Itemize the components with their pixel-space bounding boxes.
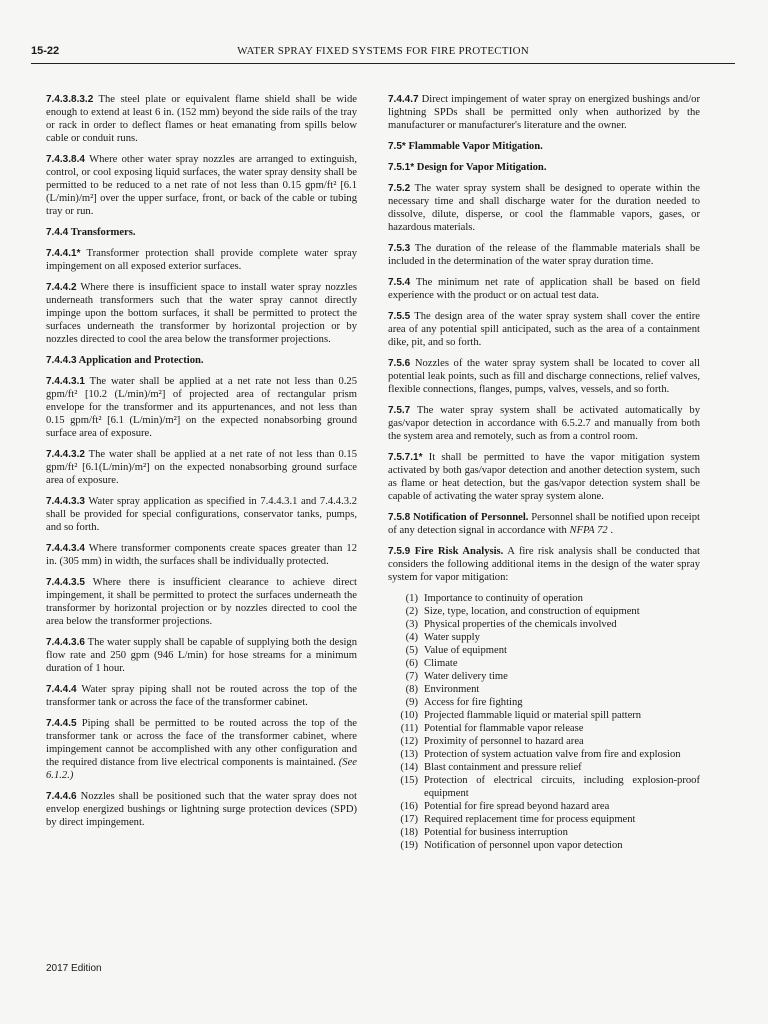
cross-reference: NFPA 72 xyxy=(569,525,608,536)
section-number: 7.5.4 xyxy=(388,277,411,288)
list-item-text: Notification of personnel upon vapor detection xyxy=(424,840,623,851)
right-column xyxy=(388,93,700,852)
paragraph-7-4-4-3-4 xyxy=(46,542,357,568)
list-item-number: (9) xyxy=(405,697,418,708)
section-text: Piping shall be permitted to be routed across the top of the transformer tank or across the face of the transformer cabinet, where impingement cannot be accomplished with any other configuration and the required distance from live electrical components is maintained. xyxy=(46,718,357,768)
paragraph-7-4-4-3 xyxy=(46,354,357,367)
list-item xyxy=(388,735,700,748)
paragraph-7-5-1- xyxy=(388,161,700,174)
section-title: Design for Vapor Mitigation. xyxy=(414,162,547,173)
paragraph-7-4-4-4 xyxy=(46,683,357,709)
list-item-text: Potential for flammable vapor release xyxy=(424,723,584,734)
list-item xyxy=(388,683,700,696)
section-title: Transformers. xyxy=(68,227,136,238)
paragraph-7-4-4-3-3 xyxy=(46,495,357,534)
section-number: 7.4.4.1* xyxy=(46,248,81,259)
running-title: WATER SPRAY FIXED SYSTEMS FOR FIRE PROTECTION xyxy=(237,45,529,57)
section-text: Personnel shall be notified upon receipt of any detection signal in accordance with xyxy=(388,512,700,536)
section-number: 7.5.7 xyxy=(388,405,411,416)
list-item xyxy=(388,618,700,631)
section-text: The duration of the release of the flammable materials shall be included in the determination of the water spray duration time. xyxy=(388,243,700,267)
paragraph-7-4-4-3-6 xyxy=(46,636,357,675)
list-item-number: (14) xyxy=(400,762,418,773)
list-item-number: (2) xyxy=(405,606,418,617)
paragraph-7-4-4-6 xyxy=(46,790,357,829)
paragraph-7-5-7 xyxy=(388,404,700,443)
section-number: 7.4.4.3.6 xyxy=(46,637,85,648)
list-item-text: Value of equipment xyxy=(424,645,507,656)
list-item-text: Size, type, location, and construction of equipment xyxy=(424,606,640,617)
list-item xyxy=(388,670,700,683)
edition-footer: 2017 Edition xyxy=(46,963,102,974)
paragraph-7-4-3-8-3-2 xyxy=(46,93,357,145)
list-item xyxy=(388,644,700,657)
paragraph-7-5-3 xyxy=(388,242,700,268)
list-item xyxy=(388,839,700,852)
section-text: The steel plate or equivalent flame shield shall be wide enough to extend at least 6 in. (152 mm) beyond the side rails of the tray or rack in order to deflect flames or heat emanating from spills below cable or conduit runs. xyxy=(46,94,357,144)
list-item xyxy=(388,631,700,644)
list-item xyxy=(388,813,700,826)
section-number: 7.4.4.3.2 xyxy=(46,449,85,460)
page-number: 15-22 xyxy=(31,45,60,57)
section-text: Where there is insufficient space to install water spray nozzles underneath transformers such that the water spray cannot directly impinge upon the bottom surfaces, it shall be permitted to protect the surfaces underneath the transformer by horizontal projection or by nozzles directed to cool the area below the transformer projections. xyxy=(46,282,357,345)
paragraph-7-5-7-1- xyxy=(388,451,700,503)
paragraph-7-5- xyxy=(388,140,700,153)
list-item-text: Projected flammable liquid or material spill pattern xyxy=(424,710,642,721)
section-number: 7.4.3.8.3.2 xyxy=(46,94,94,105)
paragraph-7-4-4-1- xyxy=(46,247,357,273)
section-text: The water spray system shall be designed to operate within the necessary time and shall discharge water for the duration needed to dissolve, dilute, disperse, or cool the flammable vapors, gases, or hazardous materials. xyxy=(388,183,700,233)
list-item-text: Environment xyxy=(424,684,480,695)
list-item-text: Protection of electrical circuits, including explosion-proof equipment xyxy=(424,775,700,799)
paragraph-7-5-9 xyxy=(388,545,700,584)
list-item-number: (15) xyxy=(400,775,418,786)
section-number: 7.5.3 xyxy=(388,243,411,254)
paragraph-7-4-4-3-5 xyxy=(46,576,357,628)
section-number: 7.4.4.5 xyxy=(46,718,77,729)
section-title: Notification of Personnel. xyxy=(410,512,529,523)
list-item-number: (18) xyxy=(400,827,418,838)
list-item-text: Water supply xyxy=(424,632,480,643)
section-text: Water spray piping shall not be routed across the top of the transformer tank or across the face of the transformer cabinet. xyxy=(46,684,357,708)
section-number: 7.5.2 xyxy=(388,183,411,194)
list-item xyxy=(388,722,700,735)
section-number: 7.4.3.8.4 xyxy=(46,154,85,165)
section-text: Where transformer components create spaces greater than 12 in. (305 mm) in width, the surfaces shall be individually protected. xyxy=(46,543,357,567)
paragraph-7-4-4-7 xyxy=(388,93,700,132)
section-number: 7.5.5 xyxy=(388,311,411,322)
list-item-text: Access for fire fighting xyxy=(424,697,523,708)
list-item-number: (4) xyxy=(405,632,418,643)
list-item-number: (6) xyxy=(405,658,418,669)
section-text: Where other water spray nozzles are arranged to extinguish, control, or cool exposing liquid surfaces, the water spray density shall be permitted to be reduced to a net rate of not less than 0.15 gpm/ft² [6.1 (L/min)/m²] over the upper surface, front, or back of the cable or tubing tray or run. xyxy=(46,154,357,217)
list-item-text: Climate xyxy=(424,658,458,669)
section-text: The water shall be applied at a net rate not less than 0.25 gpm/ft² [10.2 (L/min)/m²] of projected area of rectangular prism envelope for the transformer and its appurtenances, and not less than 0.15 gpm/ft² [6.1 (L/min)/m²] on the expected nonabsorbing ground surface area of exposure. xyxy=(46,376,357,439)
paragraph-7-5-6 xyxy=(388,357,700,396)
left-column xyxy=(46,93,357,837)
paragraph-7-5-4 xyxy=(388,276,700,302)
list-item xyxy=(388,761,700,774)
section-number: 7.4.4.3.4 xyxy=(46,543,85,554)
list-item xyxy=(388,774,700,800)
list-item xyxy=(388,826,700,839)
section-number: 7.4.4.3.5 xyxy=(46,577,85,588)
section-number: 7.5.1* xyxy=(388,162,415,173)
list-item-text: Physical properties of the chemicals involved xyxy=(424,619,617,630)
section-number: 7.4.4 xyxy=(46,227,69,238)
paragraph-7-4-3-8-4 xyxy=(46,153,357,218)
paragraph-7-4-4-2 xyxy=(46,281,357,346)
list-item xyxy=(388,696,700,709)
section-title: Application and Protection. xyxy=(76,355,204,366)
list-item-text: Required replacement time for process equipment xyxy=(424,814,636,825)
section-number: 7.5.7.1* xyxy=(388,452,423,463)
list-item-number: (3) xyxy=(405,619,418,630)
section-text: It shall be permitted to have the vapor mitigation system activated by both gas/vapor detection and another detection system, such as flame or heat detection, but the gas/vapor detection system shall be capable of activating the water spray system alone. xyxy=(388,452,700,502)
list-item xyxy=(388,800,700,813)
section-text: The design area of the water spray system shall cover the entire area of any potential spill anticipated, such as the area of a containment dike, pit, and so forth. xyxy=(388,311,700,348)
list-item-number: (8) xyxy=(405,684,418,695)
list-item xyxy=(388,748,700,761)
section-text: A fire risk analysis shall be conducted that considers the following additional items in the design of the water spray system for vapor mitigation: xyxy=(388,546,700,583)
section-text: Water spray application as specified in 7.4.4.3.1 and 7.4.4.3.2 shall be provided for special configurations, conservator tanks, pumps, and so forth. xyxy=(46,496,357,533)
list-item-number: (16) xyxy=(400,801,418,812)
section-number: 7.5.9 xyxy=(388,546,411,557)
list-item-text: Blast containment and pressure relief xyxy=(424,762,582,773)
paragraph-7-5-2 xyxy=(388,182,700,234)
list-item-number: (19) xyxy=(400,840,418,851)
list-item-number: (13) xyxy=(400,749,418,760)
list-item-text: Potential for business interruption xyxy=(424,827,568,838)
section-text: The water supply shall be capable of supplying both the design flow rate and 250 gpm (946 L/min) for hose streams for a minimum duration of 1 hour. xyxy=(46,637,357,674)
paragraph-7-4-4-3-2 xyxy=(46,448,357,487)
section-number: 7.4.4.4 xyxy=(46,684,77,695)
list-item xyxy=(388,592,700,605)
section-title: Flammable Vapor Mitigation. xyxy=(405,141,543,152)
section-number: 7.5.8 xyxy=(388,512,411,523)
list-item-number: (1) xyxy=(405,593,418,604)
section-text: Where there is insufficient clearance to achieve direct impingement, it shall be permitted to protect the surfaces underneath the transformer by horizontal projection or by nozzles directed to cool the area below the transformer projections. xyxy=(46,577,357,627)
paragraph-7-4-4 xyxy=(46,226,357,239)
list-item-number: (10) xyxy=(400,710,418,721)
section-text-tail: . xyxy=(607,525,613,536)
list-item-number: (5) xyxy=(405,645,418,656)
section-number: 7.4.4.3.1 xyxy=(46,376,85,387)
list-item-number: (12) xyxy=(400,736,418,747)
paragraph-7-4-4-5 xyxy=(46,717,357,782)
list-item-number: (17) xyxy=(400,814,418,825)
list-item xyxy=(388,657,700,670)
paragraph-7-4-4-3-1 xyxy=(46,375,357,440)
section-text: Nozzles shall be positioned such that the water spray does not envelop energized bushings or lightning surge protection devices (SPD) by direct impingement. xyxy=(46,791,357,828)
section-text: The minimum net rate of application shall be based on field experience with the product or on actual test data. xyxy=(388,277,700,301)
section-number: 7.4.4.6 xyxy=(46,791,77,802)
section-text: Transformer protection shall provide complete water spray impingement on all exposed exterior surfaces. xyxy=(46,248,357,272)
running-header xyxy=(31,43,735,64)
list-item xyxy=(388,605,700,618)
list-item-text: Protection of system actuation valve from fire and explosion xyxy=(424,749,681,760)
section-text: The water shall be applied at a net rate of not less than 0.15 gpm/ft² [6.1(L/min)/m²] on the expected nonabsorbing ground surface area of exposure. xyxy=(46,449,357,486)
list-item-number: (11) xyxy=(400,723,418,734)
risk-analysis-list xyxy=(388,592,700,852)
section-number: 7.4.4.3.3 xyxy=(46,496,85,507)
cross-reference: (See 6.1.2.) xyxy=(46,757,357,781)
section-title: Fire Risk Analysis. xyxy=(410,546,504,557)
list-item-text: Proximity of personnel to hazard area xyxy=(424,736,584,747)
list-item-text: Potential for fire spread beyond hazard area xyxy=(424,801,610,812)
paragraph-7-5-5 xyxy=(388,310,700,349)
list-item-text: Importance to continuity of operation xyxy=(424,593,583,604)
section-text: Nozzles of the water spray system shall be located to cover all potential leak points, such as fill and discharge connections, relief valves, flexible connections, flanges, pumps, valves, vessels, and so forth. xyxy=(388,358,700,395)
list-item-number: (7) xyxy=(405,671,418,682)
section-number: 7.5* xyxy=(388,141,406,152)
section-text: The water spray system shall be activated automatically by gas/vapor detection in accordance with 6.5.2.7 and manually from both the system area and remotely, such as from a control room. xyxy=(388,405,700,442)
section-number: 7.4.4.2 xyxy=(46,282,77,293)
list-item xyxy=(388,709,700,722)
list-item-text: Water delivery time xyxy=(424,671,508,682)
paragraph-7-5-8 xyxy=(388,511,700,537)
section-number: 7.4.4.7 xyxy=(388,94,419,105)
section-number: 7.5.6 xyxy=(388,358,411,369)
section-text: Direct impingement of water spray on energized bushings and/or lightning SPDs shall be permitted only when authorized by the manufacturer or manufacturer's literature and the owner. xyxy=(388,94,700,131)
section-number: 7.4.4.3 xyxy=(46,355,77,366)
